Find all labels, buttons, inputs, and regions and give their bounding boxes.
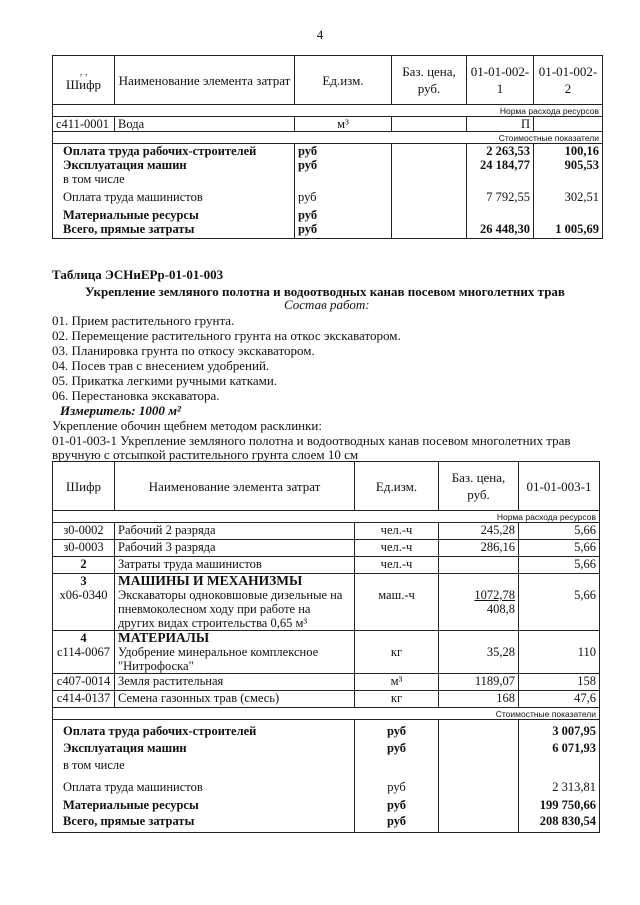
- header-name: Наименование элемента затрат: [115, 56, 295, 105]
- header-shifr: ‚ ‚ Шифр: [53, 56, 115, 105]
- table-row: Оплата труда машинистов руб 2 313,81: [53, 772, 600, 794]
- header-name: Наименование элемента затрат: [115, 462, 355, 511]
- step-item: 01. Прием растительного грунта.: [52, 313, 235, 328]
- description-line1: 01-01-003-1 Укрепление земляного полотна и водоотводных канав посевом многолетних трав: [52, 433, 571, 448]
- step-item: 02. Перемещение растительного грунта на откос экскаватором.: [52, 328, 401, 343]
- table-row: х06-0340 Экскаваторы одноковшовые дизельные на пневмоколесном ходу при работе на других видах строительства 0,65 м³ маш.-ч 1072,78 408,8 5,66: [53, 588, 600, 631]
- note: Укрепление обочин щебнем методом расклинки:: [52, 418, 322, 433]
- table-row: Оплата труда рабочих-строителей руб 2 263,53 100,16: [53, 144, 603, 159]
- header-col1: 01-01-002-1: [467, 56, 534, 105]
- table-row: Эксплуатация машин руб 24 184,77 905,53: [53, 158, 603, 172]
- cost-table-2: [52, 461, 600, 833]
- table-row: з0-0003 Рабочий 3 разряда чел.-ч 286,16 5,66: [53, 540, 600, 557]
- table1-header-row: [53, 56, 603, 105]
- step-item: 06. Перестановка экскаватора.: [52, 388, 220, 403]
- description-line2: вручную с отсыпкой растительного грунта слоем 10 см: [52, 447, 359, 462]
- resource-norm-label: Норма расхода ресурсов: [53, 105, 603, 117]
- table-row: Всего, прямые затраты руб 208 830,54: [53, 812, 600, 833]
- table-row: 3 МАШИНЫ И МЕХАНИЗМЫ: [53, 574, 600, 589]
- header-price: Баз. цена, руб.: [392, 56, 467, 105]
- table-row: с411-0001 Вода м³ П: [53, 117, 603, 132]
- header-col2: 01-01-002-2: [534, 56, 603, 105]
- section-subtitle: Состав работ:: [284, 297, 370, 312]
- cost-table-1: [52, 55, 603, 239]
- measure: Измеритель: 1000 м²: [60, 403, 181, 418]
- step-item: 05. Прикатка легкими ручными катками.: [52, 373, 278, 388]
- table-row: Оплата труда машинистов руб 7 792,55 302,51: [53, 186, 603, 208]
- table-row: Всего, прямые затраты руб 26 448,30 1 005,69: [53, 222, 603, 239]
- table-row: Эксплуатация машин руб 6 071,93: [53, 738, 600, 755]
- table-row: с407-0014 Земля растительная м³ 1189,07 158: [53, 674, 600, 691]
- header-col1: 01-01-003-1: [519, 462, 600, 511]
- header-price: Баз. цена, руб.: [439, 462, 519, 511]
- table2-header-row: [53, 462, 600, 511]
- section-title: Укрепление земляного полотна и водоотводных канав посевом многолетних трав: [85, 284, 565, 299]
- table-row: с414-0137 Семена газонных трав (смесь) кг 168 47,6: [53, 691, 600, 708]
- table-id: Таблица ЭСНиЕРр-01-01-003: [52, 267, 224, 282]
- table-row: 4 МАТЕРИАЛЫ: [53, 631, 600, 646]
- step-item: 03. Планировка грунта по откосу экскаватором.: [52, 343, 315, 358]
- cost-indicators-label: Стоимостные показатели: [53, 132, 603, 144]
- table-row: с114-0067 Удобрение минеральное комплексное "Нитрофоска" кг 35,28 110: [53, 645, 600, 674]
- resource-norm-label: Норма расхода ресурсов: [53, 511, 600, 523]
- table-row: Оплата труда рабочих-строителей руб 3 007,95: [53, 720, 600, 739]
- header-shifr: Шифр: [53, 462, 115, 511]
- step-item: 04. Посев трав с внесением удобрений.: [52, 358, 270, 373]
- table-row: з0-0002 Рабочий 2 разряда чел.-ч 245,28 5,66: [53, 523, 600, 540]
- page-number: 4: [316, 27, 324, 42]
- cost-indicators-label: Стоимостные показатели: [53, 708, 600, 720]
- header-unit: Ед.изм.: [295, 56, 392, 105]
- table-row: Материальные ресурсы руб: [53, 208, 603, 222]
- table-row: в том числе: [53, 172, 603, 186]
- table-row: Материальные ресурсы руб 199 750,66: [53, 794, 600, 812]
- table-row: 2 Затраты труда машинистов чел.-ч 5,66: [53, 557, 600, 574]
- header-unit: Ед.изм.: [355, 462, 439, 511]
- table-row: в том числе: [53, 755, 600, 772]
